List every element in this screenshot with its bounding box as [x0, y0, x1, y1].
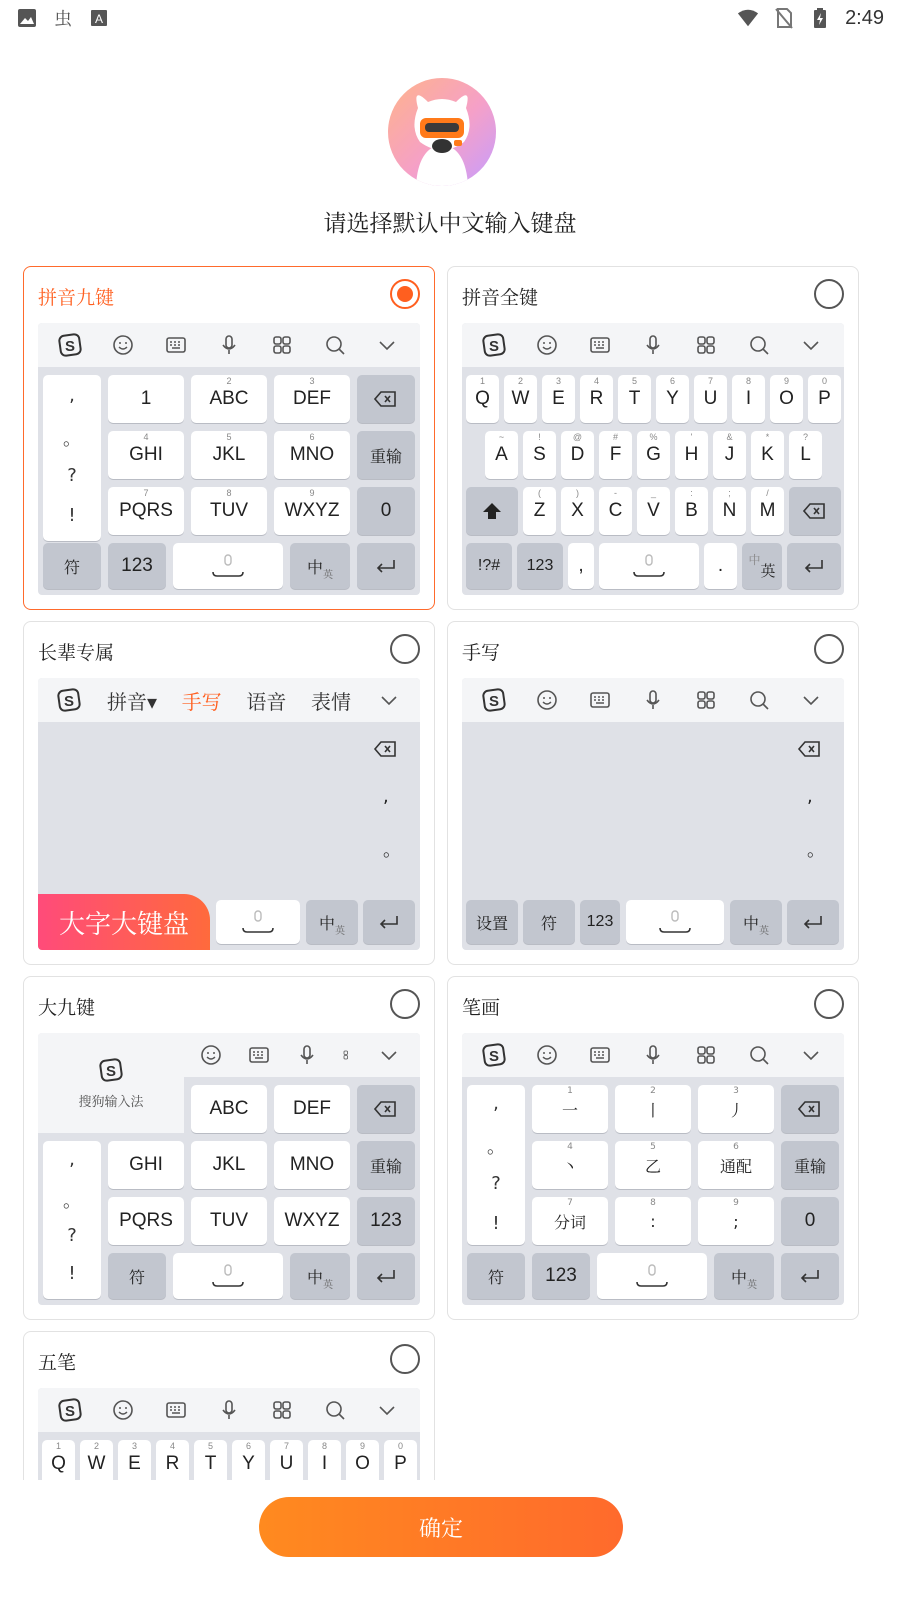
key: 8 I	[732, 375, 765, 423]
zero-key: 0	[781, 1197, 839, 1245]
space-mic-icon	[210, 552, 246, 580]
key: GHI	[108, 1141, 184, 1189]
comma-label: ,	[383, 786, 389, 807]
key: 5 乙	[615, 1141, 691, 1189]
backspace-key	[357, 375, 415, 423]
brand-name: 搜狗输入法	[78, 1094, 144, 1110]
microphone-icon	[640, 332, 666, 358]
svg-text:虫: 虫	[54, 9, 72, 29]
keyboard-toolbar	[462, 323, 844, 367]
sogou-logo-icon	[481, 687, 507, 713]
key: 2 W	[80, 1440, 113, 1488]
shift-icon	[481, 501, 503, 521]
punctuation-column: , 。 ? !	[467, 1085, 525, 1245]
key: 0 P	[808, 375, 841, 423]
lang-switch-key: 中 英	[730, 900, 782, 944]
settings-key: 设置	[466, 900, 518, 944]
microphone-icon	[216, 332, 242, 358]
mascot-avatar	[388, 78, 496, 186]
key: 8 I	[308, 1440, 341, 1488]
reinput-key: 重输	[357, 1141, 415, 1189]
emoji-icon	[110, 1397, 136, 1423]
option-label: 拼音全键	[462, 287, 539, 309]
key: 6 MNO	[274, 431, 350, 479]
emoji-icon	[110, 332, 136, 358]
key: 4 R	[156, 1440, 189, 1488]
key: TUV	[191, 1197, 267, 1245]
sogou-logo-icon	[481, 1042, 507, 1068]
symbol-key: 符	[467, 1253, 525, 1299]
key: 4 丶	[532, 1141, 608, 1189]
enter-key	[357, 1253, 415, 1299]
key: 5 T	[618, 375, 651, 423]
option-card-pinyin-9[interactable]	[23, 266, 435, 610]
apps-grid-icon	[269, 332, 295, 358]
reinput-key: 重输	[357, 431, 415, 479]
period-key: .	[704, 543, 737, 589]
svg-text:S: S	[489, 1048, 500, 1065]
emoji-icon	[198, 1042, 224, 1068]
backspace-icon	[803, 502, 827, 520]
enter-key	[357, 543, 415, 589]
font-icon	[88, 7, 110, 29]
key: 1 Q	[466, 375, 499, 423]
key: 9 ;	[698, 1197, 774, 1245]
backspace-icon	[374, 1100, 398, 1118]
option-card-handwrite[interactable]	[447, 621, 859, 965]
radio-unselected[interactable]	[814, 634, 844, 664]
apps-grid-icon	[269, 1397, 295, 1423]
key: 2 丨	[615, 1085, 691, 1133]
key: 4 GHI	[108, 431, 184, 479]
key: 2 ABC	[191, 375, 267, 423]
option-card-elder[interactable]	[23, 621, 435, 965]
key: DEF	[274, 1085, 350, 1133]
period-label: 。	[807, 840, 825, 861]
number-key: 123	[517, 543, 563, 589]
keyboard-toolbar	[38, 323, 420, 367]
backspace-icon	[373, 740, 399, 762]
symbol-key: !?#	[466, 543, 512, 589]
option-label: 拼音九键	[38, 287, 115, 309]
space-key	[599, 543, 699, 589]
svg-text:S: S	[65, 1403, 76, 1420]
chevron-down-icon	[798, 1042, 824, 1068]
search-icon	[322, 1397, 348, 1423]
keyboard-icon	[587, 332, 613, 358]
key: ? L	[789, 431, 822, 479]
option-label: 笔画	[462, 997, 501, 1019]
key: 9 O	[770, 375, 803, 423]
comma-label: ,	[807, 786, 813, 807]
reinput-key: 重输	[781, 1141, 839, 1189]
keyboard-preview	[38, 323, 420, 595]
radio-unselected[interactable]	[814, 989, 844, 1019]
backspace-key	[789, 487, 841, 535]
punctuation-column: , 。 ? !	[43, 375, 101, 541]
comma-key: ,	[568, 543, 594, 589]
key: 7 U	[694, 375, 727, 423]
number-key: 123	[357, 1197, 415, 1245]
key: - C	[599, 487, 632, 535]
key: ~ A	[485, 431, 518, 479]
key: @ D	[561, 431, 594, 479]
key: 3 DEF	[274, 375, 350, 423]
keyboard-icon	[587, 1042, 613, 1068]
key: PQRS	[108, 1197, 184, 1245]
space-key	[173, 1253, 283, 1299]
tab-pinyin: 拼音▾	[106, 689, 158, 714]
key: ABC	[191, 1085, 267, 1133]
keyboard-icon	[163, 332, 189, 358]
enter-icon	[798, 1267, 822, 1285]
key: 6 通配	[698, 1141, 774, 1189]
key: & J	[713, 431, 746, 479]
option-card-pinyin-full[interactable]	[447, 266, 859, 610]
key: 2 W	[504, 375, 537, 423]
option-card-stroke[interactable]	[447, 976, 859, 1320]
svg-text:S: S	[489, 693, 500, 710]
keyboard-preview	[38, 678, 420, 950]
lang-switch-key: 中 英	[742, 543, 782, 589]
emoji-icon	[534, 1042, 560, 1068]
keyboard-preview	[462, 323, 844, 595]
backspace-icon	[797, 740, 823, 762]
svg-text:S: S	[489, 338, 500, 355]
key: 3 丿	[698, 1085, 774, 1133]
key: / M	[751, 487, 784, 535]
option-label: 长辈专属	[38, 642, 115, 664]
space-mic-icon	[240, 908, 276, 936]
apps-grid-icon	[342, 1042, 354, 1068]
option-label: 五笔	[38, 1352, 77, 1374]
keyboard-toolbar	[462, 678, 844, 722]
key: 7 分词	[532, 1197, 608, 1245]
chevron-down-icon	[374, 332, 400, 358]
sogou-logo-icon	[98, 1057, 124, 1087]
sogou-logo-icon	[57, 332, 83, 358]
radio-unselected[interactable]	[390, 634, 420, 664]
key: ' H	[675, 431, 708, 479]
keyboard-toolbar	[38, 678, 420, 722]
key: 1 一	[532, 1085, 608, 1133]
key: 1 Q	[42, 1440, 75, 1488]
key: 5 T	[194, 1440, 227, 1488]
enter-icon	[377, 913, 401, 931]
key: # F	[599, 431, 632, 479]
radio-unselected[interactable]	[390, 1344, 420, 1374]
space-mic-icon	[657, 908, 693, 936]
lang-switch-key: 中 英	[714, 1253, 774, 1299]
chevron-down-icon	[798, 687, 824, 713]
space-key	[626, 900, 724, 944]
symbol-key: 符	[43, 543, 101, 589]
key: 7 U	[270, 1440, 303, 1488]
svg-text:S: S	[105, 1062, 117, 1080]
svg-text:A: A	[94, 12, 104, 26]
option-label: 手写	[462, 642, 501, 664]
option-card-big-nine[interactable]	[23, 976, 435, 1320]
svg-text:S: S	[64, 693, 75, 710]
number-key: 123	[108, 543, 166, 589]
key: 7 PQRS	[108, 487, 184, 535]
backspace-icon	[374, 390, 398, 408]
enter-key	[787, 900, 839, 944]
svg-text:S: S	[65, 338, 76, 355]
space-mic-icon	[631, 552, 667, 580]
search-icon	[322, 332, 348, 358]
space-mic-icon	[634, 1262, 670, 1290]
radio-selected[interactable]	[390, 279, 420, 309]
keyboard-toolbar	[38, 1388, 420, 1432]
key: _ V	[637, 487, 670, 535]
key: ) X	[561, 487, 594, 535]
key: 8 TUV	[191, 487, 267, 535]
emoji-icon	[534, 332, 560, 358]
status-time: 2:49	[845, 6, 884, 29]
keyboard-toolbar	[462, 1033, 844, 1077]
key: 4 R	[580, 375, 613, 423]
apps-grid-icon	[693, 1042, 719, 1068]
microphone-icon	[640, 687, 666, 713]
lang-switch-key: 中 英	[290, 1253, 350, 1299]
tab-handwrite: 手写	[181, 689, 222, 714]
page-title: 请选择默认中文输入键盘	[323, 211, 577, 237]
option-label: 大九键	[38, 997, 96, 1019]
space-key	[597, 1253, 707, 1299]
confirm-button[interactable]: 确定	[259, 1497, 623, 1557]
shift-key	[466, 487, 518, 535]
keyboard-icon	[163, 1397, 189, 1423]
big-keyboard-banner: 大字大键盘	[38, 894, 210, 950]
sogou-logo-icon	[57, 1397, 83, 1423]
space-key	[216, 900, 300, 944]
microphone-icon	[294, 1042, 320, 1068]
image-icon	[16, 7, 38, 29]
symbol-key: 符	[523, 900, 575, 944]
battery-charging-icon	[809, 7, 831, 29]
lang-switch-key: 中 英	[290, 543, 350, 589]
keyboard-preview	[38, 1033, 420, 1305]
number-key: 123	[532, 1253, 590, 1299]
key: 5 JKL	[191, 431, 267, 479]
chevron-down-icon	[376, 1042, 402, 1068]
no-sim-icon	[773, 7, 795, 29]
enter-icon	[802, 557, 826, 575]
key: % G	[637, 431, 670, 479]
enter-key	[787, 543, 841, 589]
lang-switch-key: 中 英	[306, 900, 358, 944]
chevron-down-icon	[374, 1397, 400, 1423]
backspace-key	[781, 1085, 839, 1133]
key: 9 WXYZ	[274, 487, 350, 535]
emoji-icon	[534, 687, 560, 713]
enter-icon	[374, 557, 398, 575]
keyboard-preview	[462, 678, 844, 950]
space-mic-icon	[210, 1262, 246, 1290]
radio-unselected[interactable]	[814, 279, 844, 309]
apps-grid-icon	[693, 687, 719, 713]
zero-key: 0	[357, 487, 415, 535]
key: ; N	[713, 487, 746, 535]
key: 3 E	[118, 1440, 151, 1488]
key: 8 :	[615, 1197, 691, 1245]
backspace-icon	[798, 1100, 822, 1118]
wifi-icon	[737, 7, 759, 29]
symbol-key: 符	[108, 1253, 166, 1299]
key: 1	[108, 375, 184, 423]
number-key: 123	[580, 900, 620, 944]
punctuation-column: , 。 ? !	[43, 1141, 101, 1299]
tab-emoji: 表情	[311, 689, 351, 714]
keyboard-icon	[587, 687, 613, 713]
enter-icon	[374, 1267, 398, 1285]
key: MNO	[274, 1141, 350, 1189]
status-bar	[0, 0, 900, 36]
key: JKL	[191, 1141, 267, 1189]
key: WXYZ	[274, 1197, 350, 1245]
sogou-logo-icon	[56, 687, 82, 713]
microphone-icon	[640, 1042, 666, 1068]
microphone-icon	[216, 1397, 242, 1423]
keyboard-preview	[462, 1033, 844, 1305]
space-key	[173, 543, 283, 589]
key: : B	[675, 487, 708, 535]
search-icon	[746, 332, 772, 358]
period-label: 。	[383, 840, 401, 861]
tab-voice: 语音	[246, 689, 287, 714]
apps-grid-icon	[693, 332, 719, 358]
search-icon	[746, 1042, 772, 1068]
enter-icon	[801, 913, 825, 931]
key: ! S	[523, 431, 556, 479]
search-icon	[746, 687, 772, 713]
keyboard-icon	[246, 1042, 272, 1068]
key: 6 Y	[656, 375, 689, 423]
chevron-down-icon	[376, 687, 402, 713]
key: 3 E	[542, 375, 575, 423]
radio-unselected[interactable]	[390, 989, 420, 1019]
backspace-key	[357, 1085, 415, 1133]
key: 9 O	[346, 1440, 379, 1488]
key: 0 P	[384, 1440, 417, 1488]
key: 6 Y	[232, 1440, 265, 1488]
chevron-down-icon	[798, 332, 824, 358]
key: * K	[751, 431, 784, 479]
enter-key	[363, 900, 415, 944]
brand-block	[38, 1033, 184, 1133]
key: ( Z	[523, 487, 556, 535]
bug-icon	[52, 7, 74, 29]
enter-key	[781, 1253, 839, 1299]
sogou-logo-icon	[481, 332, 507, 358]
